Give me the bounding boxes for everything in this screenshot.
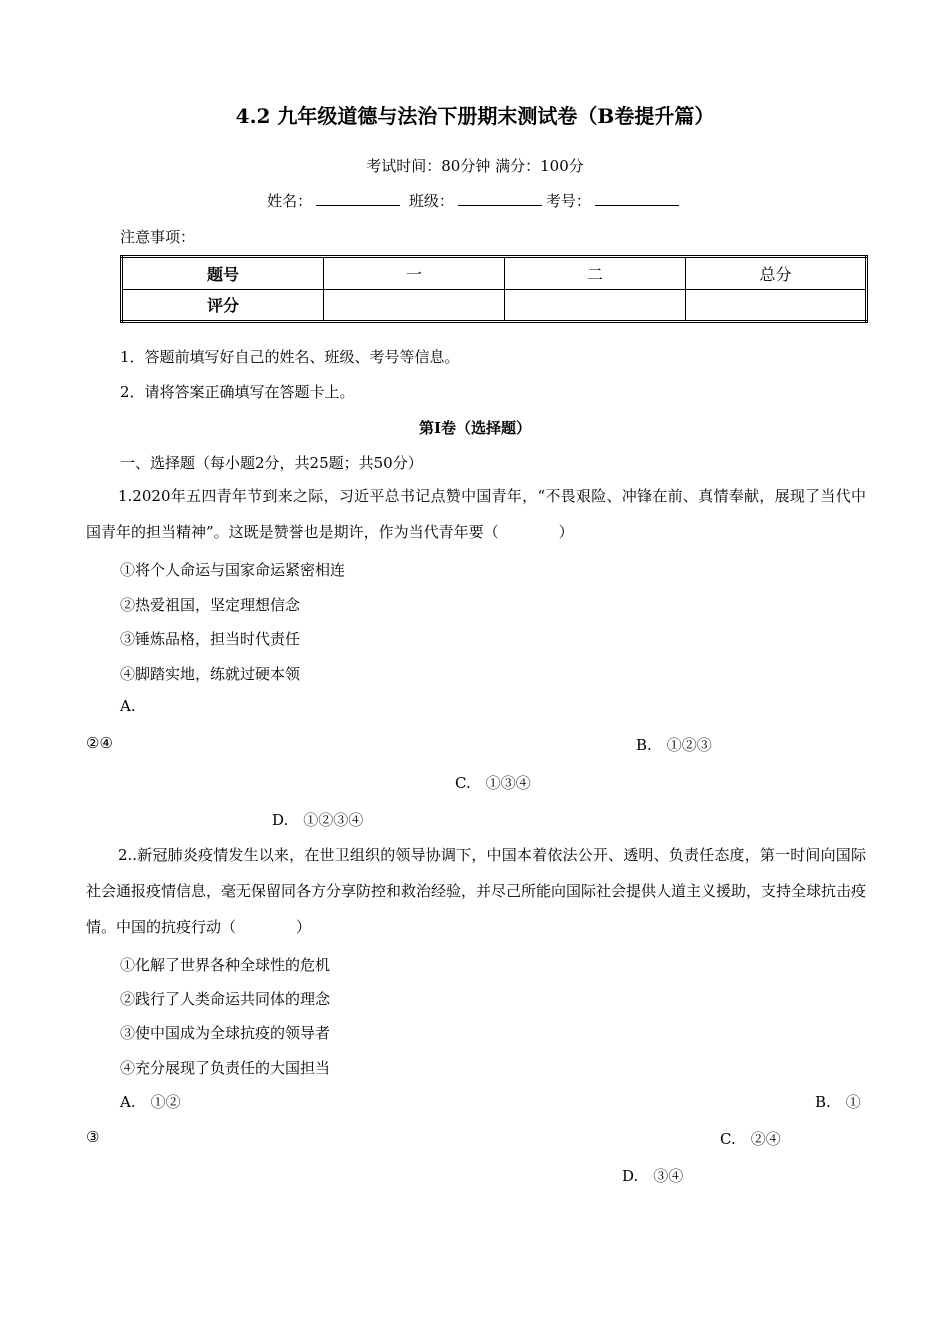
question-2-option-a[interactable]: A. ①② [120, 1093, 181, 1111]
class-label: 班级： [408, 192, 454, 210]
score-table-header-row [122, 257, 867, 290]
question-1-option-a-label[interactable]: A. [120, 697, 136, 715]
question-2-item: ②践行了人类命运共同体的理念 [120, 990, 331, 1008]
question-1-item: ②热爱祖国，坚定理想信念 [120, 596, 301, 614]
question-2-item: ④充分展现了负责任的大国担当 [120, 1059, 331, 1077]
section-subtitle: 一、选择题（每小题2分，共25题；共50分） [120, 454, 423, 472]
question-1-stem: 1.2020年五四青年节到来之际，习近平总书记点赞中国青年，“不畏艰险、冲锋在前、真情奉献，展现了当代中国青年的担当精神”。这既是赞誉也是期许，作为当代青年要（ ） [86, 487, 866, 541]
question-1-item: ③锤炼品格，担当时代责任 [120, 630, 301, 648]
score-table-cell[interactable] [505, 289, 686, 322]
name-label: 姓名： [267, 192, 313, 210]
question-1-option-d[interactable]: D. ①②③④ [272, 811, 364, 829]
question-2-option-c[interactable]: C. ②④ [720, 1130, 781, 1148]
name-blank[interactable] [316, 191, 400, 206]
notice-label: 注意事项： [120, 228, 196, 246]
note-item: 1．答题前填写好自己的姓名、班级、考号等信息。 [120, 348, 460, 366]
score-table-cell: 一 [324, 257, 505, 290]
question-2-option-d[interactable]: D. ③④ [622, 1167, 684, 1185]
class-blank[interactable] [458, 191, 542, 206]
score-table-cell[interactable] [324, 289, 505, 322]
id-label: 考号： [545, 192, 591, 210]
score-table-cell[interactable] [686, 289, 867, 322]
question-1-option-b[interactable]: B. ①②③ [636, 736, 712, 754]
question-1-option-a-value[interactable]: ②④ [86, 734, 113, 752]
score-table-cell: 总分 [686, 257, 867, 290]
question-1-item: ①将个人命运与国家命运紧密相连 [120, 561, 346, 579]
note-item: 2．请将答案正确填写在答题卡上。 [120, 383, 355, 401]
question-1-item: ④脚踏实地，练就过硬本领 [120, 665, 301, 683]
question-1-option-c[interactable]: C. ①③④ [455, 774, 531, 792]
score-table [120, 255, 868, 323]
section-title: 第I卷（选择题） [418, 419, 532, 437]
page-title: 4.2 九年级道德与法治下册期末测试卷（B卷提升篇） [235, 104, 715, 128]
question-2-stem: 2..新冠肺炎疫情发生以来，在世卫组织的领导协调下，中国本着依法公开、透明、负责任态度，第一时间向国际社会通报疫情信息，毫无保留同各方分享防控和救治经验，并尽己所能向国际社会提供人道主义援助，支持全球抗击疫情。中国的抗疫行动（ ） [86, 846, 867, 936]
question-2-item: ①化解了世界各种全球性的危机 [120, 956, 331, 974]
question-2-option-b-label[interactable]: B. ① [815, 1093, 861, 1111]
student-info-line [0, 190, 950, 211]
score-table-cell: 题号 [122, 257, 324, 290]
score-table-score-row [122, 289, 867, 322]
score-table-cell: 二 [505, 257, 686, 290]
score-table-cell: 评分 [122, 289, 324, 322]
exam-info: 考试时间：80分钟 满分：100分 [366, 157, 584, 175]
id-blank[interactable] [595, 191, 679, 206]
question-2-item: ③使中国成为全球抗疫的领导者 [120, 1024, 331, 1042]
question-2-option-b-value[interactable]: ③ [86, 1128, 100, 1146]
